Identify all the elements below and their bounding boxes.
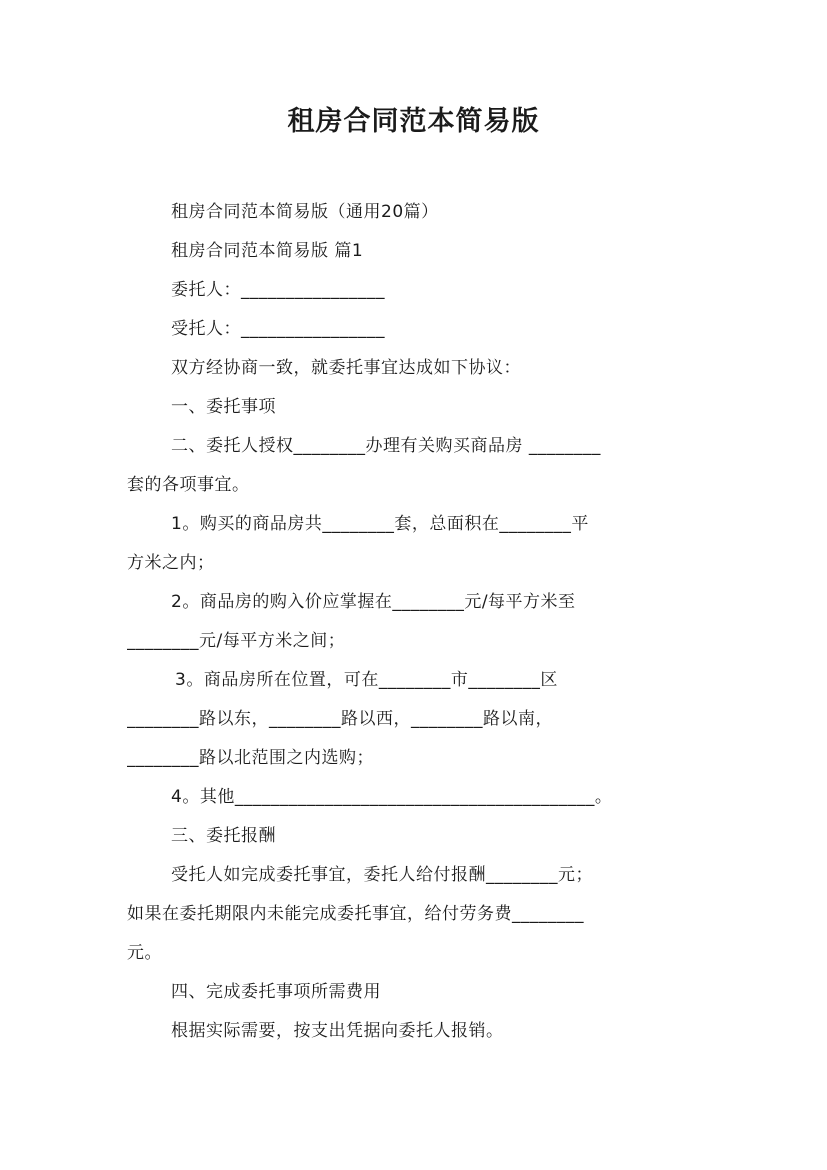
item-4-line: 4。其他________________________________________。 [171,787,613,807]
item-3-line-3: ________路以北范围之内选购； [127,748,374,768]
agent-line: 受托人：________________ [171,319,385,339]
expense-line: 根据实际需要，按支出凭据向委托人报销。 [171,1021,504,1041]
section-heading-4: 四、完成委托事项所需费用 [171,982,381,1002]
item-1-line-2: 方米之内； [127,553,215,573]
section-heading-3: 三、委托报酬 [171,826,276,846]
authorization-line-1: 二、委托人授权________办理有关购买商品房 ________ [171,436,601,456]
section-heading-1: 一、委托事项 [171,397,276,417]
document-body [127,193,704,1051]
principal-line: 委托人：________________ [171,280,385,300]
reward-line-2: 如果在委托期限内未能完成委托事宜，给付劳务费________ [127,904,584,924]
reward-line-3: 元。 [127,943,162,963]
item-3-line-2: ________路以东，________路以西，________路以南， [127,709,553,729]
authorization-line-2: 套的各项事宜。 [127,475,250,495]
item-1-line-1: 1。购买的商品房共________套，总面积在________平 [171,514,589,534]
item-3-line-1: 3。商品房所在位置，可在________市________区 [175,670,558,690]
subtitle-line: 租房合同范本简易版（通用20篇） [171,202,439,222]
document-title: 租房合同范本简易版 [287,106,540,137]
agreement-line: 双方经协商一致，就委托事宜达成如下协议： [171,358,521,378]
chapter-heading: 租房合同范本简易版 篇1 [171,241,364,261]
item-2-line-2: ________元/每平方米之间； [127,631,346,651]
reward-line-1: 受托人如完成委托事宜，委托人给付报酬________元； [171,865,593,885]
item-2-line-1: 2。商品房的购入价应掌握在________元/每平方米至 [171,592,576,612]
